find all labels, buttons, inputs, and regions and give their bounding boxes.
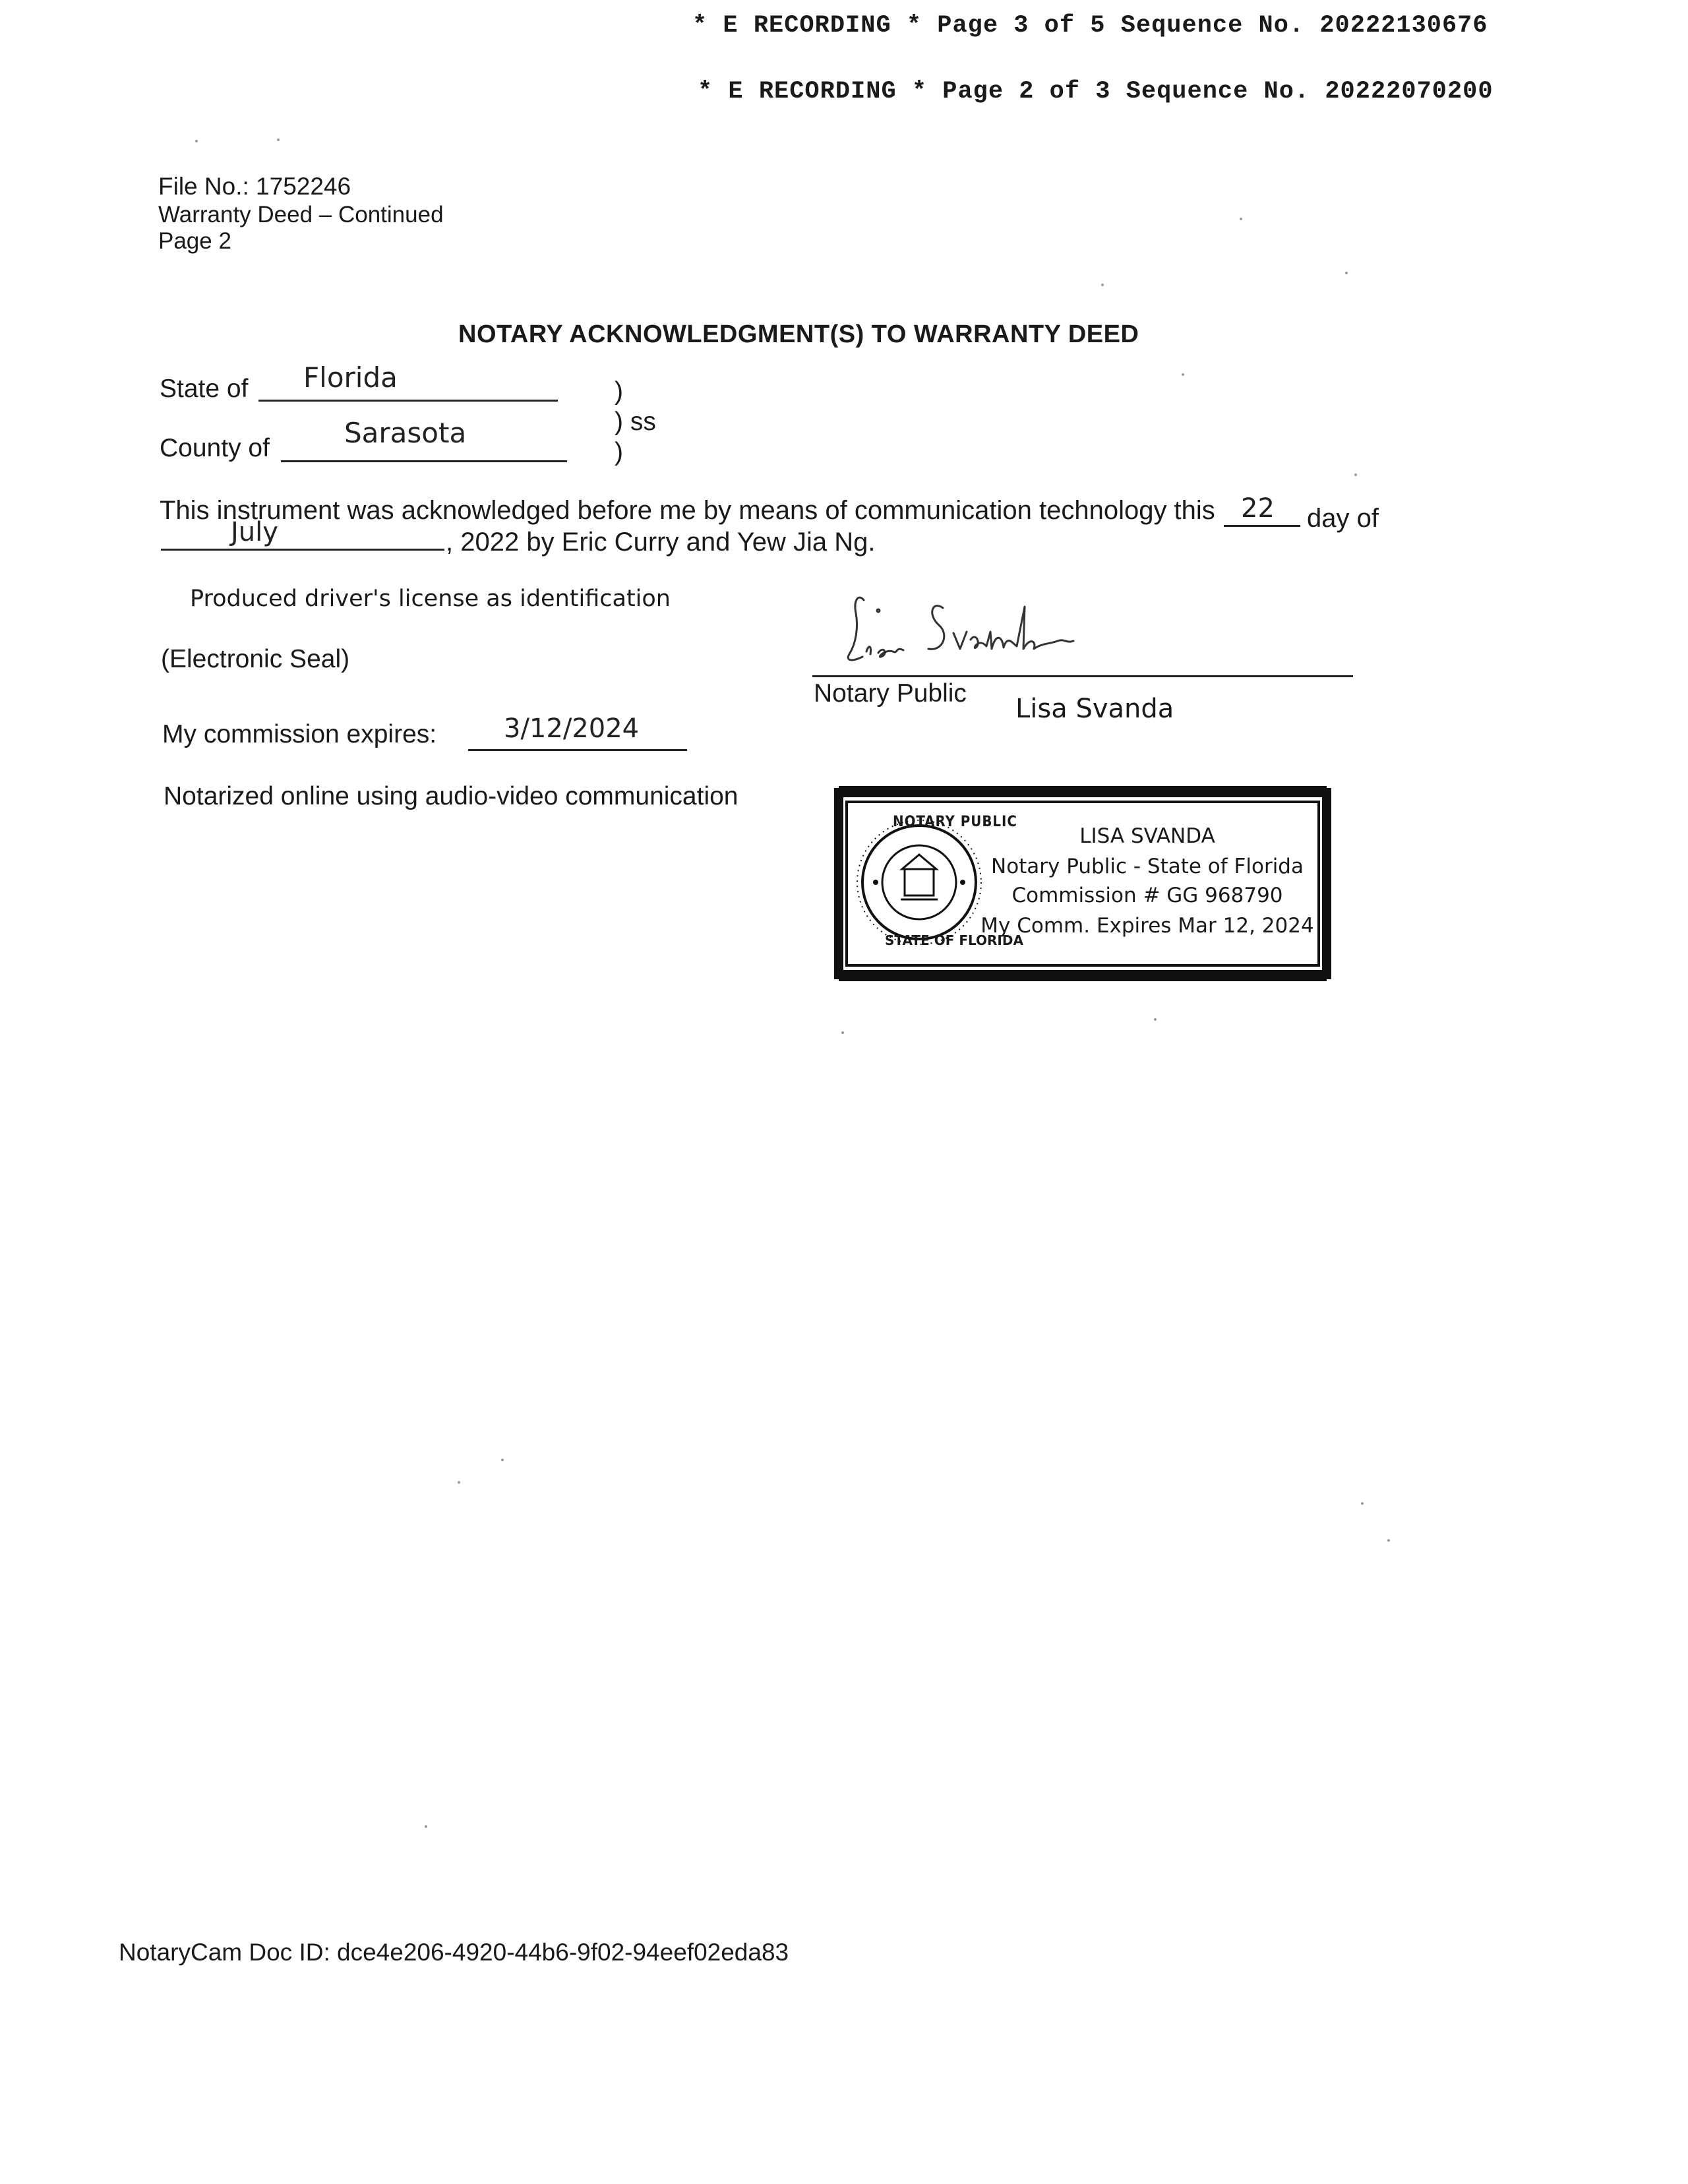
acknowledgment-parties: , 2022 by Eric Curry and Yew Jia Ng. — [446, 528, 876, 557]
stamp-expiration: My Comm. Expires Mar 12, 2024 — [980, 914, 1314, 938]
acknowledgment-text: This instrument was acknowledged before me by means of communication technology this — [160, 496, 1215, 525]
stamp-commission: Commission # GG 968790 — [1011, 884, 1283, 907]
venue-ss: ) ss — [615, 408, 656, 436]
seal-bottom-text: STATE OF FLORIDA — [885, 932, 1023, 948]
notary-printed-name: Lisa Svanda — [1015, 694, 1174, 724]
scan-speck — [1354, 473, 1357, 476]
commission-value: 3/12/2024 — [504, 713, 640, 744]
footer-doc-id: NotaryCam Doc ID: dce4e206-4920-44b6-9f02-94eef02eda83 — [119, 1939, 789, 1966]
state-label: State of — [160, 375, 249, 403]
day-of-text: day of — [1307, 504, 1379, 533]
county-label: County of — [160, 434, 270, 462]
seal-top-text: NOTARY PUBLIC — [893, 814, 1017, 830]
scan-speck — [1345, 272, 1348, 274]
county-value: Sarasota — [344, 417, 467, 449]
venue-paren-top: ) — [615, 377, 623, 406]
scan-speck — [458, 1481, 460, 1484]
venue-paren-bottom: ) — [615, 438, 623, 466]
scan-speck — [841, 1031, 844, 1034]
month-value: July — [231, 517, 278, 547]
recording-header-1: * E RECORDING * Page 3 of 5 Sequence No. 20222130676 — [692, 12, 1488, 40]
notarized-online-text: Notarized online using audio-video communication — [164, 782, 738, 810]
notary-stamp — [832, 786, 1333, 981]
signature-line — [812, 675, 1353, 677]
scan-speck — [425, 1825, 427, 1828]
scan-speck — [501, 1459, 504, 1461]
scan-speck — [1154, 1018, 1157, 1021]
scan-speck — [195, 140, 198, 142]
document-name: Warranty Deed – Continued — [158, 202, 444, 228]
file-number: File No.: 1752246 — [158, 173, 351, 200]
electronic-seal-label: (Electronic Seal) — [161, 645, 350, 673]
page-title: NOTARY ACKNOWLEDGMENT(S) TO WARRANTY DEED — [458, 320, 1139, 348]
day-underline — [1224, 525, 1300, 527]
scan-speck — [1240, 218, 1242, 220]
commission-underline — [468, 749, 687, 751]
recording-header-2: * E RECORDING * Page 2 of 3 Sequence No. 20222070200 — [698, 78, 1493, 106]
scan-speck — [1387, 1539, 1390, 1542]
state-value: Florida — [303, 361, 398, 394]
stamp-title: Notary Public - State of Florida — [991, 855, 1304, 878]
scan-speck — [1361, 1502, 1364, 1505]
state-underline — [258, 400, 558, 402]
commission-label: My commission expires: — [162, 720, 437, 748]
stamp-name: LISA SVANDA — [1079, 824, 1215, 848]
scan-speck — [1101, 284, 1104, 286]
month-underline — [161, 549, 444, 551]
notary-public-label: Notary Public — [814, 679, 967, 708]
identification-text: Produced driver's license as identification — [190, 586, 671, 612]
day-value: 22 — [1241, 493, 1275, 524]
county-underline — [281, 460, 567, 462]
signature-image — [829, 580, 1093, 686]
page-number: Page 2 — [158, 228, 231, 254]
scan-speck — [1182, 373, 1184, 376]
scan-speck — [277, 138, 280, 141]
